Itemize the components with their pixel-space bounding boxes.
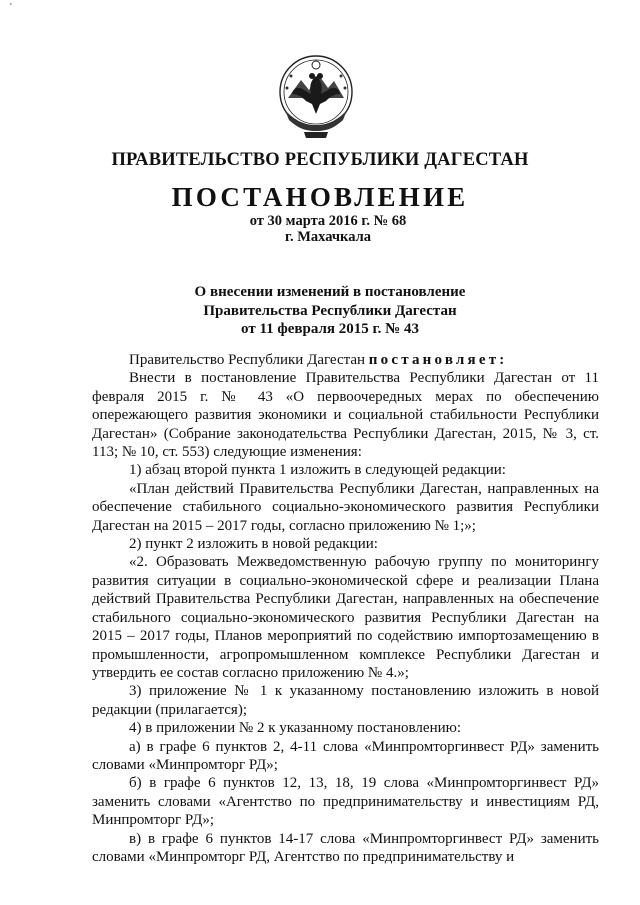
paragraph-main: Внести в постановление Правительства Республики Дагестан от 11 февраля 2015 г. № 43 «О первоочередных мерах по обеспечению опережающего развития экономики и социальной стабильности Республики Дагестан» (Собрание законодательства Республики Дагестан, 2015, № 3, ст. 113; № 10, ст. 553) следующие изменения: — [92, 370, 599, 461]
intro-prefix: Правительство Республики Дагестан — [129, 352, 366, 368]
document-subject — [150, 283, 510, 339]
document-type-title: ПОСТАНОВЛЕНИЕ — [171, 182, 469, 212]
paragraph-item-4c: в) в графе 6 пунктов 14-17 слова «Минпромторгинвест РД» заменить словами «Минпромторг РД, Агентство по предпринимательству и — [92, 830, 599, 865]
document-city: г. Махачкала — [285, 229, 371, 245]
paragraph-item-4a: а) в графе 6 пунктов 2, 4-11 слова «Минпромторгинвест РД» заменить словами «Минпромторг РД»; — [92, 738, 599, 773]
document-body — [92, 351, 599, 866]
paragraph-item-4: 4) в приложении № 2 к указанному постановлению: — [129, 720, 461, 737]
subject-line-1: О внесении изменений в постановление — [194, 284, 466, 300]
paragraph-item-1: 1) абзац второй пункта 1 изложить в следующей редакции: — [129, 462, 506, 479]
paragraph-item-1-text: «План действий Правительства Республики Дагестан, направленных на обеспечение стабильного социально-экономического развития Республики Дагестан на 2015 – 2017 годы, согласно приложению № 1;»; — [92, 480, 599, 534]
intro-verb: постановляет: — [368, 352, 508, 368]
document-date-number: от 30 марта 2016 г. № 68 — [249, 213, 407, 229]
coat-of-arms-icon — [271, 50, 361, 142]
government-title: ПРАВИТЕЛЬСТВО РЕСПУБЛИКИ ДАГЕСТАН — [111, 150, 529, 170]
paragraph-item-4b: б) в графе 6 пунктов 12, 13, 18, 19 слова «Минпромторгинвест РД» заменить словами «Агентство по предпринимательству и инвестициям РД, Минпромторг РД»; — [92, 775, 599, 829]
subject-line-3: от 11 февраля 2015 г. № 43 — [241, 321, 419, 337]
subject-line-2: Правительства Республики Дагестан — [203, 302, 457, 319]
paragraph-item-2-text: «2. Образовать Межведомственную рабочую группу по мониторингу развития ситуации в социально-экономической сфере и реализации Плана действий Правительства Республики Дагестан, направленных на обеспечение стабильного социально-экономического развития Республики Дагестан на 2015 – 2017 годы, Планов мероприятий по содействию импортозамещению в промышленности, агропромышленном комплексе Республики Дагестан и утвердить ее состав согласно приложению № 4.»; — [92, 554, 599, 681]
intro-paragraph — [92, 351, 599, 369]
paragraph-item-2: 2) пункт 2 изложить в новой редакции: — [129, 536, 378, 553]
paragraph-item-3: 3) приложение № 1 к указанному постановлению изложить в новой редакции (прилагается); — [92, 683, 599, 718]
margin-mark: ' — [10, 2, 12, 13]
